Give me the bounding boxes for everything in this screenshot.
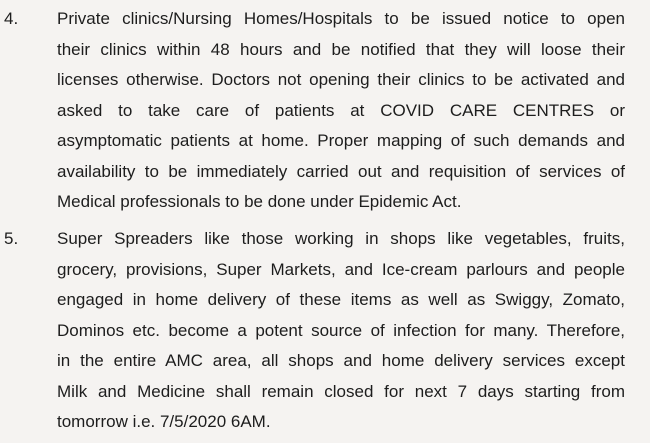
text-line: Medical professionals to be done under Epidemic Act. bbox=[57, 192, 462, 211]
text-line: Private clinics/Nursing Homes/Hospitals to be issued notice to open bbox=[57, 9, 625, 28]
text-line: their clinics within 48 hours and be notified that they will loose their bbox=[57, 39, 625, 59]
text-line: Dominos etc. become a potent source of infection for many. Therefore, bbox=[57, 320, 625, 340]
text-line: Super Spreaders like those working in shops like vegetables, fruits, bbox=[57, 229, 625, 248]
text-line: licenses otherwise. Doctors not opening their clinics to be activated and bbox=[57, 70, 625, 89]
text-line: Milk and Medicine shall remain closed for next 7 days starting from bbox=[57, 381, 625, 401]
text-line: asked to take care of patients at COVID CARE CENTRES or bbox=[57, 100, 625, 120]
text-line: in the entire AMC area, all shops and home delivery services except bbox=[57, 351, 625, 370]
item-number: 4. bbox=[4, 9, 19, 28]
text-line: availability to be immediately carried out and requisition of services of bbox=[57, 161, 625, 181]
item-text bbox=[57, 4, 625, 218]
item-number: 5. bbox=[4, 229, 19, 248]
text-line: engaged in home delivery of these items as well as Swiggy, Zomato, bbox=[57, 290, 625, 309]
item-text bbox=[57, 224, 625, 438]
text-line: asymptomatic patients at home. Proper mapping of such demands and bbox=[57, 131, 625, 150]
text-line: grocery, provisions, Super Markets, and Ice-cream parlours and people bbox=[57, 259, 625, 279]
text-line: tomorrow i.e. 7/5/2020 6AM. bbox=[57, 412, 271, 431]
